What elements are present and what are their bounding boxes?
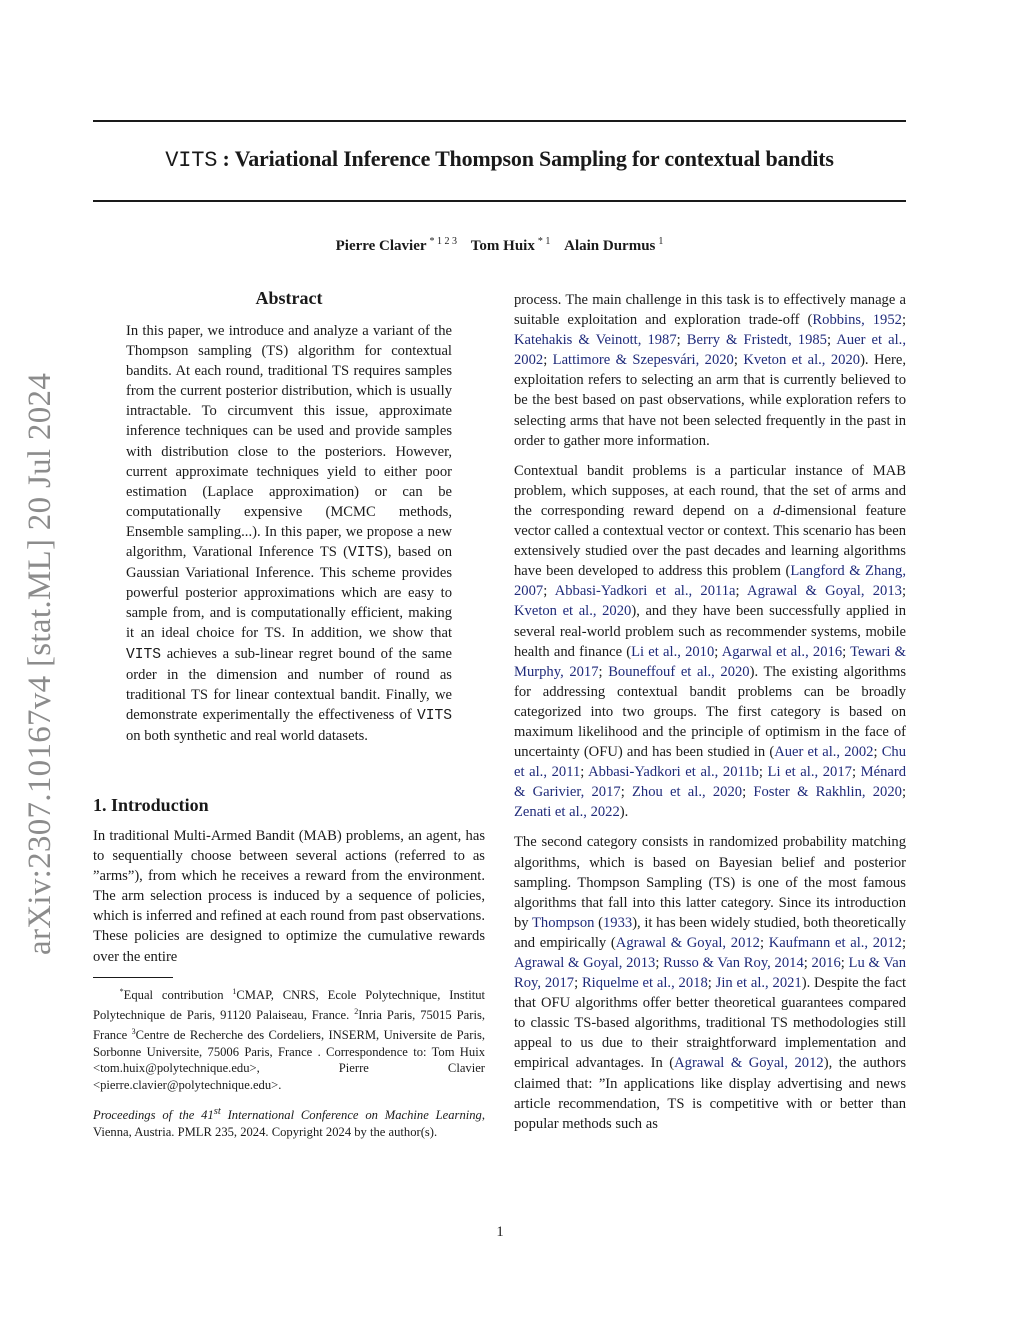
citation-link[interactable]: 2016 (811, 955, 841, 971)
citation-link[interactable]: Robbins, 1952 (812, 312, 902, 329)
citation-separator: ; (901, 934, 907, 951)
intro-paragraph (514, 290, 906, 451)
paragraph-text: ). Despite the fact that OFU algorithms offer better theoretical guarantees compared to classic TS-based algorithms, traditional TS methodologies still appeal to us due to their straightforward implementation and empirical advantages. In ( (514, 975, 907, 1072)
citation-separator: ; (873, 744, 882, 761)
citation-separator: ; (842, 643, 851, 660)
footnote-text: Centre de Recherche des Cordeliers, INSERM, Universite de Paris, Sorbonne Universite, 75006 Paris, France . Correspondence to: Tom Huix <tom.huix@polytechnique.edu>, Pierre Clavier <pierre.clavier@polytechnique.edu>. (93, 1027, 485, 1093)
abstract-body (126, 321, 452, 746)
proceedings-note (93, 1104, 485, 1141)
citation-link[interactable]: Riquelme et al., 2018 (581, 975, 708, 992)
intro-paragraph: In traditional Multi-Armed Bandit (MAB) problems, an agent, has to sequentially choose between several actions (referred to as ”arms”), from which he receives a reward from the environment. The arm selection process is induced by a sequence of policies, which is inferred and refined at each round from past observations. These policies are designed to optimize the cumulative rewards over the entire (93, 827, 485, 965)
citation-separator: ; (598, 663, 609, 680)
citation-separator: ; (901, 583, 906, 600)
citation-separator: ; (620, 784, 632, 801)
citation-link[interactable]: Zhou et al., 2020 (632, 784, 743, 801)
citation-separator: ; (733, 352, 744, 369)
paragraph-text: Contextual bandit problems is a particular instance of MAB problem, which supposes, at each round, that the set of arms and the corresponding reward depend on a (514, 462, 906, 519)
citation-link[interactable]: 1933 (603, 914, 633, 931)
citation-link[interactable]: Agrawal & Goyal, 2013 (747, 583, 902, 600)
citation-separator: ; (840, 955, 849, 971)
footnote-rule (93, 977, 173, 978)
abstract-text: In this paper, we introduce and analyze a variant of the Thompson sampling (TS) algorithm for contextual bandits. At each round, traditional TS requires samples from the current posterior distribution, which is usually intractable. To circumvent this issue, approximate inference techniques can be used and provide samples with distribution close to the posteriors. However, current approximate techniques yield to either poor estimation (Laplace approximation) or can be computationally expensive (MCMC methods, Ensemble sampling...). In this paper, we propose a new algorithm, Varational Inference TS ( (126, 323, 452, 561)
vits-term: VITS (126, 646, 162, 663)
citation-separator: ; (901, 784, 907, 801)
citation-link[interactable]: Zenati et al., 2022 (514, 804, 620, 821)
citation-link[interactable]: Li et al., 2010 (631, 643, 715, 660)
citation-link[interactable]: Agarwal et al., 2016 (721, 643, 843, 660)
citation-separator: ; (803, 955, 812, 971)
author-affiliation-marks: * 1 2 3 (429, 236, 458, 247)
paragraph-text: ). Here, exploitation refers to selecting an arm that is currently believed to be the best based on past observations, while exploration refers to selecting arms that have not been selected frequently in the past in order to gather more information. (514, 352, 906, 449)
citation-separator: ; (851, 764, 861, 781)
citation-link[interactable]: Berry & Fristedt, 1985 (686, 332, 827, 349)
citation-link[interactable]: Agrawal & Goyal, 2013 (514, 955, 656, 971)
author-list (93, 236, 906, 255)
paragraph-text: ). (619, 804, 629, 821)
citation-link[interactable]: Ménard & Garivier, 2017 (514, 764, 907, 801)
citation-separator: ; (759, 934, 769, 951)
citation-link[interactable]: Abbasi-Yadkori et al., 2011b (588, 764, 759, 781)
citation-link[interactable]: Li et al., 2017 (767, 764, 852, 781)
citation-separator: ; (707, 975, 716, 992)
paragraph-text: ), the authors claimed that: ”In applications like display advertising and news article recommendation, TS is competitive with or better than popular methods such as (514, 1055, 906, 1132)
proceedings-italic: Proceedings of the 41 (93, 1108, 214, 1123)
citation-link[interactable]: Agrawal & Goyal, 2012 (674, 1055, 824, 1072)
citation-link[interactable]: Russo & Van Roy, 2014 (663, 955, 804, 971)
citation-link[interactable]: Kveton et al., 2020 (514, 603, 632, 620)
abstract-heading: Abstract (255, 288, 323, 308)
math-symbol-d: d (773, 502, 781, 519)
footnote-mark: 3 (131, 1026, 136, 1036)
citation-separator: ; (543, 352, 553, 369)
author-name: Alain Durmus (564, 238, 656, 254)
footnote-affiliations (93, 984, 485, 1094)
paragraph-text: -dimensional feature vector called a contextual vector or context. This scenario has been extensively studied over the past decades and learning algorithms have been developed to address this problem ( (514, 502, 906, 580)
proceedings-text: , Vienna, Austria. PMLR 235, 2024. Copyright 2024 by the author(s). (93, 1108, 485, 1139)
citation-link[interactable]: Katehakis & Veinott, 1987 (514, 332, 677, 349)
paragraph-text: ( (594, 914, 603, 931)
vits-term: VITS (348, 545, 384, 562)
citation-link[interactable]: Bouneffouf et al., 2020 (608, 663, 750, 680)
citation-link[interactable]: Auer et al., 2002 (514, 332, 906, 369)
citation-link[interactable]: Abbasi-Yadkori et al., 2011a (554, 583, 736, 600)
citation-separator: ; (826, 332, 837, 349)
author-affiliation-marks: * 1 (537, 236, 551, 247)
citation-link[interactable]: Foster & Rakhlin, 2020 (753, 784, 902, 801)
author-affiliation-marks: 1 (658, 236, 664, 247)
author (564, 238, 663, 254)
author-name: Pierre Clavier (335, 238, 427, 254)
title-vits: VITS (165, 148, 218, 173)
citation-link[interactable]: Thompson (532, 914, 595, 931)
abstract-text: ), based on Gaussian Variational Inference. This scheme provides powerful posterior approximations which are easy to sample from, and is computationally efficient, making it an ideal choice for TS. In addition, we show that (126, 544, 452, 642)
paragraph-text: ), it has been widely studied, both theoretically and empirically ( (514, 914, 906, 951)
author (336, 238, 457, 254)
citation-separator: ; (758, 764, 768, 781)
left-column (93, 287, 485, 1151)
citation-separator: ; (574, 975, 582, 992)
citation-separator: ; (742, 784, 754, 801)
paragraph-text: ). The existing algorithms for addressing contextual bandit problems can be broadly categorized into two groups. The first category is based on maximum likelihood and the principle of optimism in the face of uncertainty (OFU) and has been studied in ( (514, 663, 907, 761)
proceedings-sup: st (213, 1105, 221, 1117)
citation-link[interactable]: Langford & Zhang, 2007 (514, 563, 906, 600)
paper-title (93, 146, 906, 173)
paragraph-text: The second category consists in randomized probability matching algorithms, which is based on Bayesian belief and posterior sampling. Thompson Sampling (TS) is one of the most famous algorithms that fall into this latter category. Since its introduction by (514, 834, 906, 931)
paragraph-text: process. The main challenge in this task is to effectively manage a suitable exploitation and exploration trade-off ( (514, 292, 906, 329)
arxiv-stamp: arXiv:2307.10167v4 [stat.ML] 20 Jul 2024 (22, 372, 58, 955)
footnote-text: CMAP, CNRS, Ecole Polytechnique, Institut Polytechnique de Paris, 91120 Palaiseau, France. (93, 987, 485, 1022)
intro-paragraph (514, 832, 906, 1133)
footnote-mark: 1 (232, 986, 237, 996)
citation-separator: ; (655, 955, 664, 971)
citation-separator: ; (735, 583, 748, 600)
author-name: Tom Huix (470, 238, 535, 254)
footnote-text: Inria Paris, 75015 Paris, France (93, 1007, 485, 1042)
citation-separator: ; (580, 764, 589, 781)
footnote-mark: * (119, 986, 124, 996)
author (471, 238, 551, 254)
citation-link[interactable]: Auer et al., 2002 (774, 744, 874, 761)
vits-term: VITS (416, 707, 452, 724)
title-rule-bottom (93, 200, 906, 202)
citation-link[interactable]: Kaufmann et al., 2012 (768, 934, 902, 951)
footnote-text: Equal contribution (123, 987, 233, 1002)
section-heading-introduction: 1. Introduction (93, 794, 209, 815)
title-rule-top (93, 120, 906, 122)
citation-link[interactable]: Jin et al., 2021 (715, 975, 802, 992)
citation-link[interactable]: Chu et al., 2011 (514, 744, 907, 781)
citation-link[interactable]: Tewari & Murphy, 2017 (514, 643, 906, 680)
citation-separator: ; (901, 312, 907, 329)
citation-separator: ; (543, 583, 555, 600)
right-column (514, 290, 906, 1144)
citation-link[interactable]: Agrawal & Goyal, 2012 (615, 934, 760, 951)
citation-link[interactable]: Kveton et al., 2020 (743, 352, 861, 369)
abstract-text: achieves a sub-linear regret bound of the same order in the dimension and number of round as traditional TS for linear contextual bandit. Finally, we demonstrate experimentally the effectiveness of (126, 645, 452, 723)
abstract-text: on both synthetic and real world datasets. (126, 727, 368, 744)
citation-separator: ; (676, 332, 687, 349)
footnote-mark: 2 (354, 1006, 359, 1016)
title-text: : Variational Inference Thompson Sampling for contextual bandits (217, 146, 834, 171)
citation-separator: ; (714, 643, 722, 660)
page-number: 1 (496, 1224, 504, 1240)
citation-link[interactable]: Lu & Van Roy, 2017 (514, 955, 907, 992)
paragraph-text: ), and they have been successfully applied in several real-world problem such as recommender systems, mobile health and finance ( (514, 603, 906, 660)
proceedings-italic: International Conference on Machine Learning (220, 1108, 482, 1123)
intro-paragraph (514, 461, 906, 823)
citation-link[interactable]: Lattimore & Szepesvári, 2020 (552, 352, 734, 369)
